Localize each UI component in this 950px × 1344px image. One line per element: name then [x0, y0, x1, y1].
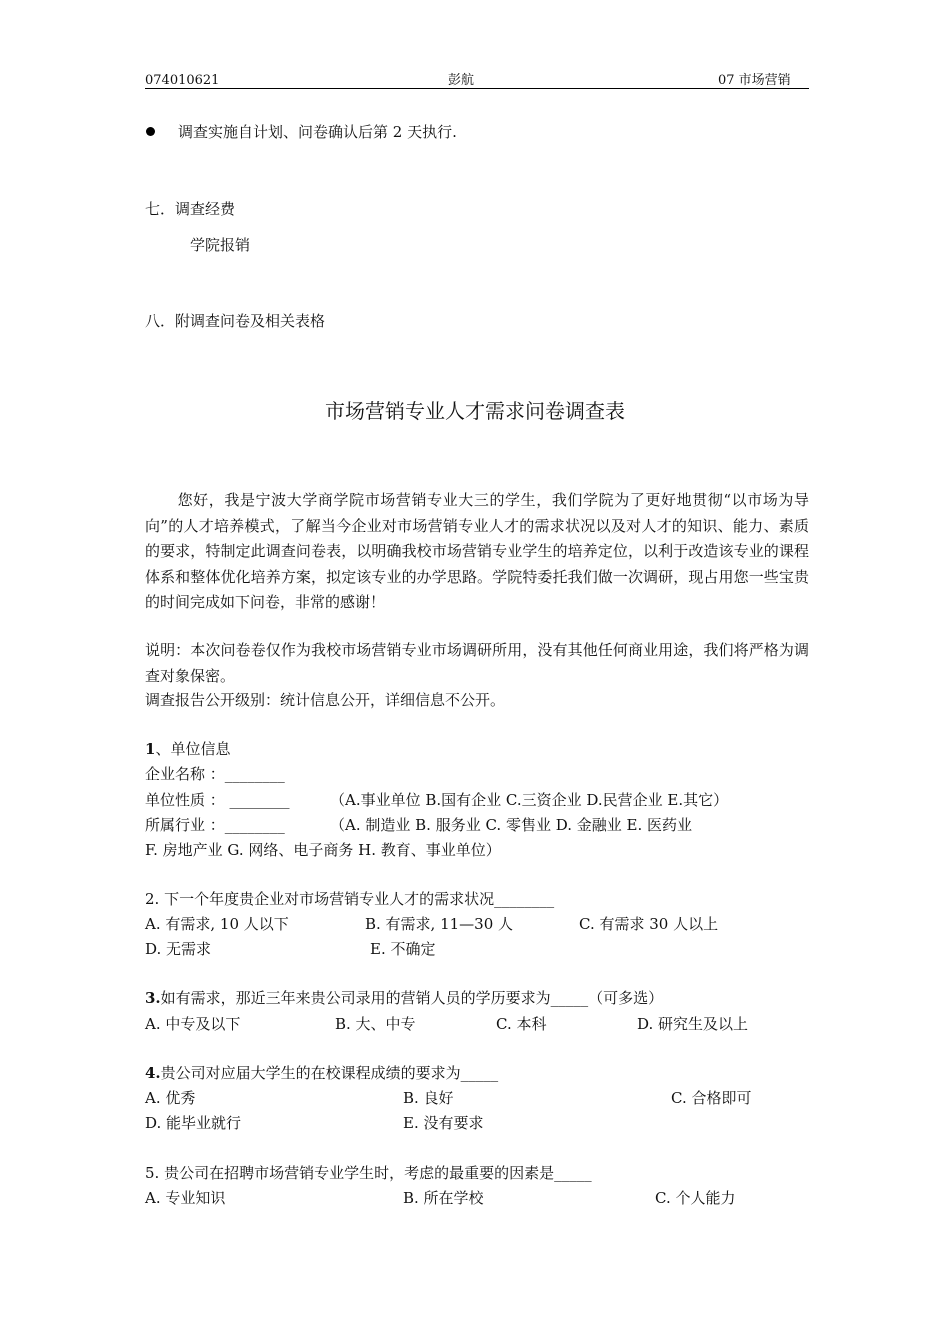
q1-title — [145, 742, 230, 757]
q4-option-a: A. 优秀 — [145, 1089, 196, 1107]
q3-number: 3. — [145, 989, 161, 1007]
q1-industry-options-cont: F. 房地产业 G. 网络、电子商务 H. 教育、事业单位） — [145, 841, 501, 859]
q2-option-b: B. 有需求, 11—30 人 — [365, 915, 514, 933]
q2-title: 2. 下一个年度贵企业对市场营销专业人才的需求状况________ — [145, 890, 555, 908]
header-major: 07 市场营销 — [718, 73, 791, 88]
section7-content: 学院报销 — [190, 236, 251, 254]
q1-title-text: 、单位信息 — [155, 740, 231, 758]
q3-title-text: 如有需求，那近三年来贵公司录用的营销人员的学历要求为_____（可多选） — [160, 989, 664, 1007]
header-divider — [145, 88, 809, 89]
q1-nature-field: 单位性质 ： ________ — [145, 791, 290, 809]
q4-option-c: C. 合格即可 — [671, 1089, 752, 1107]
q3-option-a: A. 中专及以下 — [145, 1015, 241, 1033]
header-author: 彭航 — [448, 73, 475, 88]
q2-option-a: A. 有需求, 10 人以下 — [145, 915, 289, 933]
q3-option-b: B. 大、中专 — [335, 1015, 416, 1033]
q4-option-e: E. 没有要求 — [403, 1114, 484, 1132]
q1-industry-field: 所属行业 ：________ — [145, 816, 285, 834]
q5-title: 5. 贵公司在招聘市场营销专业学生时，考虑的最重要的因素是_____ — [145, 1164, 592, 1182]
q1-number: 1 — [145, 740, 156, 758]
intro-text: 您好，我是宁波大学商学院市场营销专业大三的学生，我们学院为了更好地贯彻“以市场为导向”的人才培养模式，了解当今企业对市场营销专业人才的需求状况以及对人才的知识、能力、素质的要求，特制定此调查问卷表，以明确我校市场营销专业学生的培养定位，以利于改造该专业的课程体系和整体优化培养方案，拟定该专业的办学思路。学院特委托我们做一次调研，现占用您一些宝贵的时间完成如下问卷，非常的感谢！ — [145, 491, 809, 611]
bullet-dot-icon — [146, 127, 155, 136]
q2-option-d: D. 无需求 — [145, 940, 212, 958]
q3-option-c: C. 本科 — [496, 1015, 547, 1033]
intro-paragraph — [145, 488, 809, 616]
publicity-text: 调查报告公开级别：统计信息公开，详细信息不公开。 — [145, 691, 506, 709]
q1-industry-options: （A. 制造业 B. 服务业 C. 零售业 D. 金融业 E. 医药业 — [330, 816, 692, 834]
q4-title-text: 贵公司对应届大学生的在校课程成绩的要求为_____ — [160, 1064, 499, 1082]
q1-name-field: 企业名称 ：________ — [145, 765, 285, 783]
q5-option-a: A. 专业知识 — [145, 1189, 226, 1207]
q4-number: 4. — [145, 1064, 161, 1082]
survey-title: 市场营销专业人才需求问卷调查表 — [325, 399, 625, 423]
q4-option-d: D. 能毕业就行 — [145, 1114, 242, 1132]
q2-option-c: C. 有需求 30 人以上 — [579, 915, 719, 933]
q5-option-c: C. 个人能力 — [655, 1189, 736, 1207]
q4-title — [145, 1066, 498, 1081]
header-id: 074010621 — [145, 73, 220, 88]
q4-option-b: B. 良好 — [403, 1089, 454, 1107]
bullet-text: 调查实施自计划、问卷确认后第 2 天执行. — [178, 123, 457, 141]
section7-title: 七．调查经费 — [145, 200, 236, 218]
q2-option-e: E. 不确定 — [370, 940, 436, 958]
q5-option-b: B. 所在学校 — [403, 1189, 484, 1207]
q3-title — [145, 991, 663, 1006]
section8-title: 八．附调查问卷及相关表格 — [145, 312, 326, 330]
note-paragraph: 说明：本次问卷卷仅作为我校市场营销专业市场调研所用，没有其他任何商业用途，我们将严格为调查对象保密。 — [145, 641, 809, 685]
q3-option-d: D. 研究生及以上 — [637, 1015, 749, 1033]
q1-nature-options: （A.事业单位 B.国有企业 C.三资企业 D.民营企业 E.其它） — [330, 791, 729, 809]
